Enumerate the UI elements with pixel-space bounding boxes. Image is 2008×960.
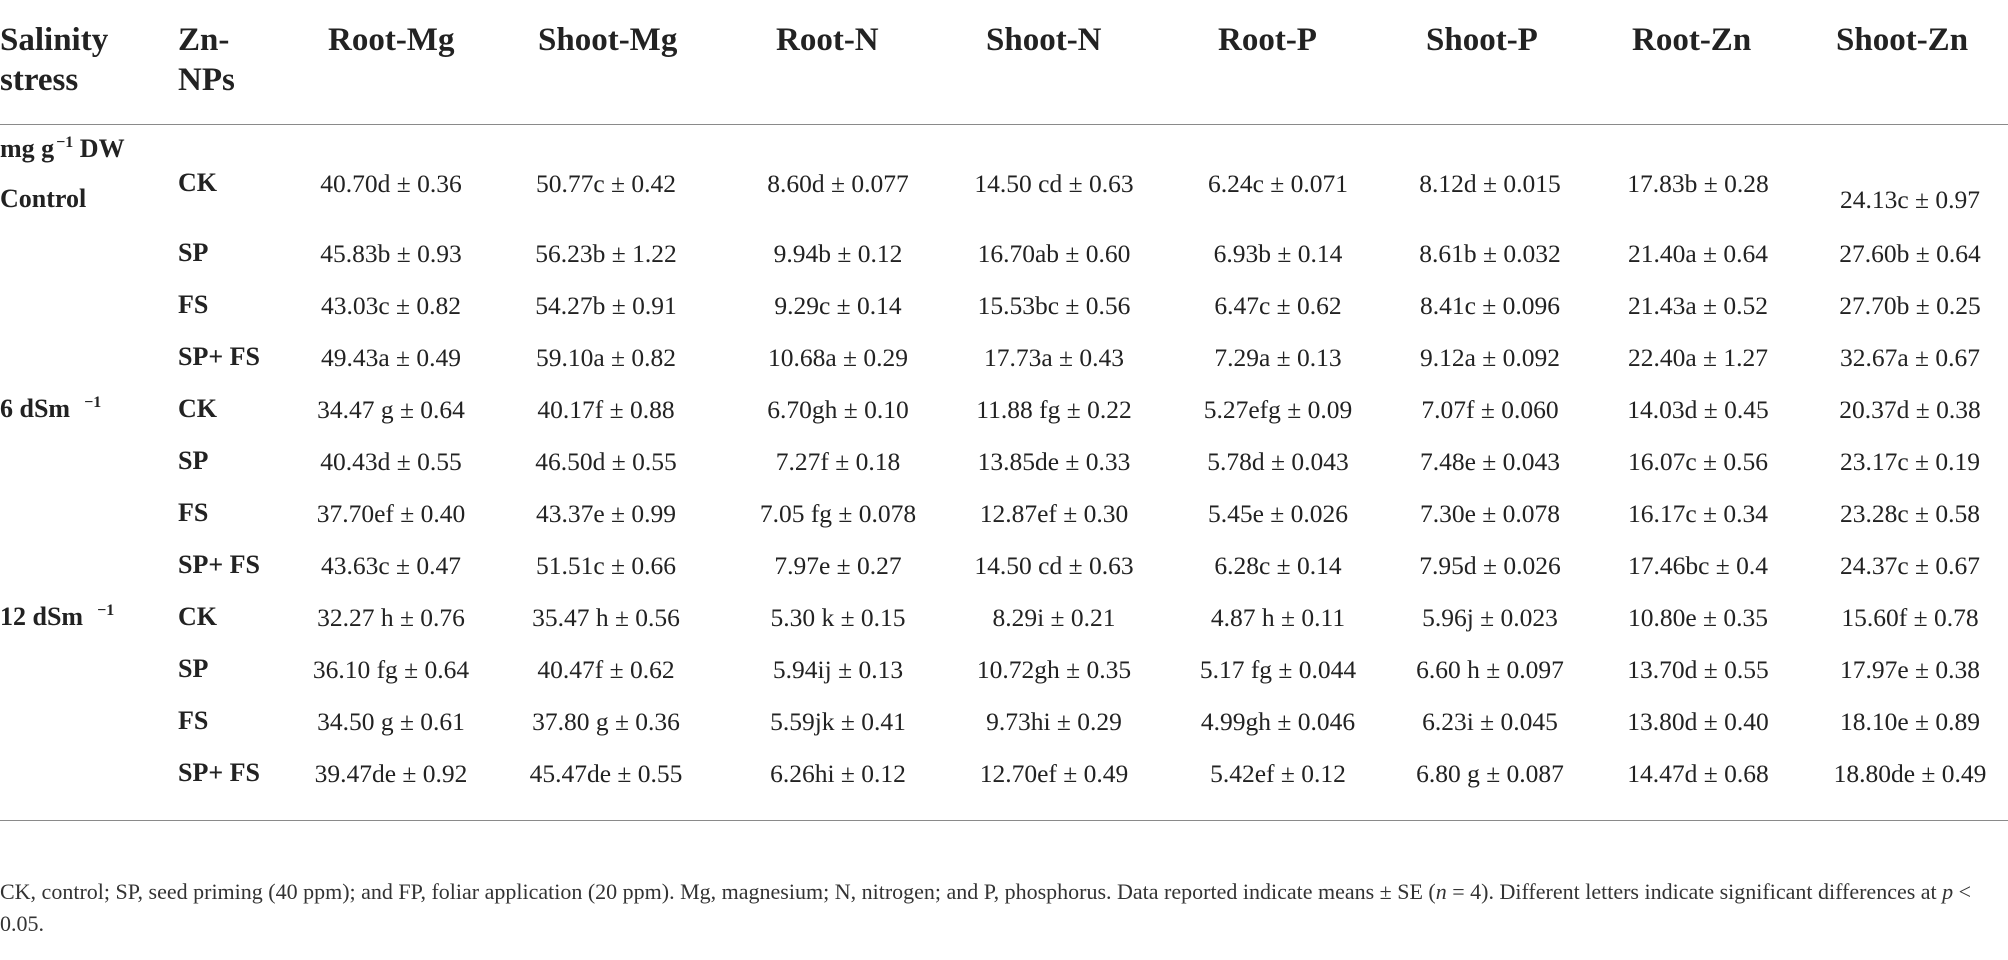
value-cell: 18.10e ± 0.89 [1839,707,1981,736]
treatment-cell: CK [178,602,217,631]
treatment-cell: SP [178,238,209,267]
treatment-cell: SP [178,654,209,683]
value-cell: 17.73a ± 0.43 [983,343,1125,372]
value-cell: 8.61b ± 0.032 [1419,239,1561,268]
header-col: Root-N [776,22,879,58]
value-cell: 39.47de ± 0.92 [314,759,468,788]
header-col: Shoot-N [986,22,1102,58]
salinity-unit-exponent: −1 [97,602,115,619]
value-cell: 13.80d ± 0.40 [1627,707,1769,736]
value-cell: 13.85de ± 0.33 [977,447,1131,476]
value-cell: 10.68a ± 0.29 [767,343,909,372]
value-cell: 6.28c ± 0.14 [1214,551,1342,580]
value-cell: 46.50d ± 0.55 [535,447,677,476]
value-cell: 17.46bc ± 0.4 [1627,551,1769,580]
table-row [0,654,2008,706]
value-cell: 6.70gh ± 0.10 [767,395,909,424]
table-row [0,238,2008,290]
value-cell: 27.70b ± 0.25 [1839,291,1981,320]
table-footnote [0,876,1990,940]
treatment-cell: FS [178,290,209,319]
treatment-cell: SP+ FS [178,342,260,371]
unit-suffix: DW [73,134,125,163]
header-col: Shoot-Zn [1836,22,1969,58]
value-cell: 21.43a ± 0.52 [1627,291,1769,320]
value-cell: 5.59jk ± 0.41 [770,707,906,736]
value-cell: 7.30e ± 0.078 [1419,499,1561,528]
value-cell: 6.80 g ± 0.087 [1416,759,1564,788]
unit-base: mg g [0,134,55,163]
bottom-rule [0,820,2008,821]
unit-label [0,134,125,164]
value-cell: 5.78d ± 0.043 [1207,447,1349,476]
salinity-group-label [0,184,86,214]
treatment-cell: SP [178,446,209,475]
treatment-cell: CK [178,394,217,423]
footnote-part3: < 0.05. [0,879,1972,936]
header-col: Root-P [1218,22,1317,58]
value-cell: 32.67a ± 0.67 [1839,343,1981,372]
salinity-unit-exponent: −1 [84,394,102,411]
value-cell: 23.28c ± 0.58 [1839,499,1981,528]
header-rule [0,124,2008,125]
value-cell: 13.70d ± 0.55 [1627,655,1769,684]
value-cell: 4.87 h ± 0.11 [1210,603,1346,632]
value-cell: 7.95d ± 0.026 [1419,551,1561,580]
value-cell: 14.50 cd ± 0.63 [974,169,1134,198]
value-cell: 24.37c ± 0.67 [1839,551,1981,580]
value-cell: 18.80de ± 0.49 [1833,759,1987,788]
header-col: Shoot-Mg [538,22,678,58]
value-cell: 15.60f ± 0.78 [1841,603,1979,632]
header-col: Root-Zn [1632,22,1752,58]
value-cell: 5.17 fg ± 0.044 [1199,655,1357,684]
salinity-group-label [0,602,114,632]
value-cell: 6.23i ± 0.045 [1422,707,1558,736]
value-cell: 7.27f ± 0.18 [775,447,901,476]
value-cell: 9.12a ± 0.092 [1419,343,1561,372]
salinity-level: 12 dSm [0,602,84,631]
table-row [0,168,2008,220]
footnote-part1: CK, control; SP, seed priming (40 ppm); and FP, foliar application (20 ppm). Mg, magnesium; N, nitrogen; and P, phosphorus. Data reported indicate means ± SE ( [0,879,1436,904]
footnote-part2: = 4). Different letters indicate significant differences at [1446,879,1943,904]
value-cell: 36.10 fg ± 0.64 [312,655,470,684]
value-cell: 8.60d ± 0.077 [767,169,909,198]
value-cell: 6.26hi ± 0.12 [770,759,906,788]
value-cell: 14.47d ± 0.68 [1627,759,1769,788]
table-row [0,602,2008,654]
value-cell: 50.77c ± 0.42 [535,169,677,198]
table-row [0,498,2008,550]
salinity-level: 6 dSm [0,394,71,423]
header-col: Shoot-P [1426,22,1538,58]
value-cell: 27.60b ± 0.64 [1839,239,1981,268]
table-row [0,342,2008,394]
value-cell: 56.23b ± 1.22 [535,239,677,268]
value-cell: 16.17c ± 0.34 [1627,499,1769,528]
value-cell: 5.30 k ± 0.15 [770,603,906,632]
value-cell: 5.45e ± 0.026 [1207,499,1349,528]
value-cell: 8.41c ± 0.096 [1419,291,1561,320]
value-cell: 43.37e ± 0.99 [535,499,677,528]
value-cell: 45.83b ± 0.93 [320,239,462,268]
table-row [0,446,2008,498]
treatment-cell: FS [178,706,209,735]
value-cell: 43.63c ± 0.47 [320,551,462,580]
value-cell: 8.12d ± 0.015 [1419,169,1561,198]
footnote-p: p [1942,879,1954,904]
value-cell: 5.94ij ± 0.13 [772,655,904,684]
value-cell: 7.07f ± 0.060 [1421,395,1559,424]
value-cell: 10.72gh ± 0.35 [976,655,1132,684]
value-cell: 34.50 g ± 0.61 [317,707,465,736]
treatment-cell: FS [178,498,209,527]
value-cell: 5.42ef ± 0.12 [1210,759,1346,788]
value-cell: 9.94b ± 0.12 [773,239,903,268]
unit-exponent: −1 [56,134,74,151]
footnote-n: n [1435,879,1447,904]
salinity-group-label [0,394,101,424]
value-cell: 5.27efg ± 0.09 [1203,395,1353,424]
value-cell: 49.43a ± 0.49 [320,343,462,372]
value-cell: 22.40a ± 1.27 [1627,343,1769,372]
table-row [0,290,2008,342]
value-cell: 17.83b ± 0.28 [1627,169,1769,198]
salinity-level: Control [0,184,87,213]
table-row [0,394,2008,446]
value-cell: 6.47c ± 0.62 [1214,291,1342,320]
value-cell: 16.70ab ± 0.60 [977,239,1131,268]
value-cell: 54.27b ± 0.91 [535,291,677,320]
table-row [0,758,2008,810]
value-cell: 40.70d ± 0.36 [320,169,462,198]
value-cell: 6.93b ± 0.14 [1213,239,1343,268]
table-row [0,550,2008,602]
value-cell: 35.47 h ± 0.56 [532,603,680,632]
value-cell: 59.10a ± 0.82 [535,343,677,372]
value-cell: 7.05 fg ± 0.078 [759,499,917,528]
value-cell: 14.03d ± 0.45 [1627,395,1769,424]
value-cell: 6.24c ± 0.071 [1207,169,1349,198]
value-cell: 12.70ef ± 0.49 [979,759,1129,788]
value-cell: 5.96j ± 0.023 [1422,603,1558,632]
table-header [0,0,2008,124]
value-cell: 34.47 g ± 0.64 [317,395,465,424]
value-cell: 15.53bc ± 0.56 [977,291,1131,320]
value-cell: 45.47de ± 0.55 [529,759,683,788]
treatment-cell: SP+ FS [178,550,260,579]
header-col: Root-Mg [328,22,455,58]
value-cell: 7.48e ± 0.043 [1419,447,1561,476]
value-cell: 11.88 fg ± 0.22 [976,395,1132,424]
value-cell: 40.17f ± 0.88 [537,395,675,424]
value-cell: 21.40a ± 0.64 [1627,239,1769,268]
value-cell: 37.80 g ± 0.36 [532,707,680,736]
table-row [0,706,2008,758]
value-cell: 51.51c ± 0.66 [535,551,677,580]
header-znnps: Zn-NPs [178,22,235,98]
value-cell: 17.97e ± 0.38 [1839,655,1981,684]
value-cell: 9.29c ± 0.14 [774,291,902,320]
value-cell: 20.37d ± 0.38 [1839,395,1981,424]
header-salinity: Salinity stress [0,22,109,98]
value-cell: 9.73hi ± 0.29 [986,707,1122,736]
value-cell: 4.99gh ± 0.046 [1200,707,1356,736]
value-cell: 40.43d ± 0.55 [320,447,462,476]
treatment-cell: SP+ FS [178,758,260,787]
value-cell: 32.27 h ± 0.76 [317,603,465,632]
value-cell: 23.17c ± 0.19 [1839,447,1981,476]
value-cell: 7.29a ± 0.13 [1214,343,1342,372]
value-cell: 24.13c ± 0.97 [1839,185,1981,214]
value-cell: 8.29i ± 0.21 [992,603,1116,632]
value-cell: 14.50 cd ± 0.63 [974,551,1134,580]
value-cell: 40.47f ± 0.62 [537,655,675,684]
value-cell: 10.80e ± 0.35 [1627,603,1769,632]
value-cell: 12.87ef ± 0.30 [979,499,1129,528]
value-cell: 37.70ef ± 0.40 [316,499,466,528]
treatment-cell: CK [178,168,217,197]
value-cell: 16.07c ± 0.56 [1627,447,1769,476]
value-cell: 43.03c ± 0.82 [320,291,462,320]
value-cell: 7.97e ± 0.27 [774,551,902,580]
value-cell: 6.60 h ± 0.097 [1416,655,1564,684]
